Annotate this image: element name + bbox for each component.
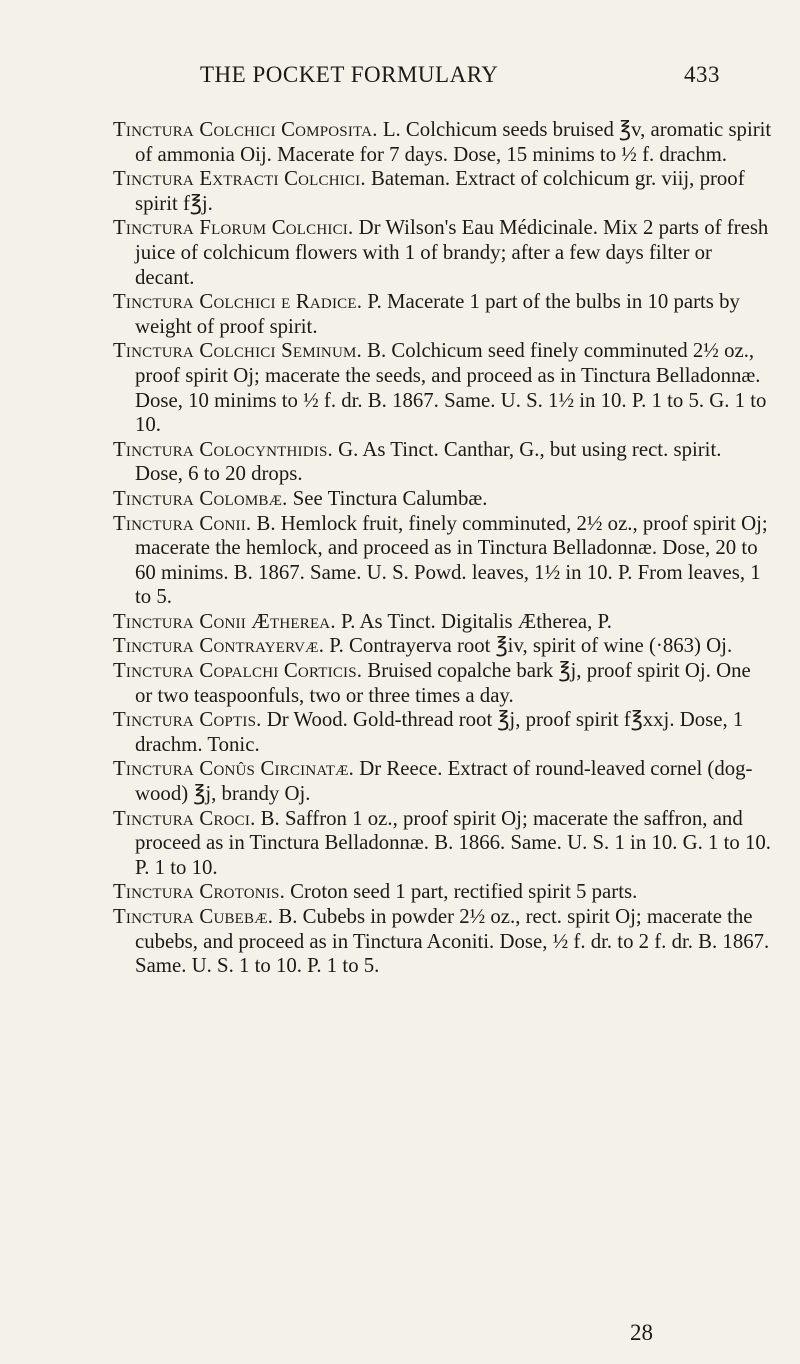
entry-text: G. As Tinct. Canthar, G., but using rect. spirit. Dose, 6 to 20 drops. — [135, 437, 722, 486]
entry-text: B. Colchicum seed finely comminuted 2½ oz., proof spirit Oj; macerate the seeds, and proceed as in Tinctura Belladonnæ. Dose, 10 minims to ½ f. dr. B. 1867. Same. U. S. 1½ in 10. P. 1 to 5. G. 1 to 10. — [135, 339, 767, 437]
entry — [113, 757, 773, 806]
entry-text: P. Contrayerva root ℥iv, spirit of wine (·863) Oj. — [324, 634, 733, 658]
entry — [113, 610, 773, 635]
entry — [113, 634, 773, 659]
entry-heading: Tinctura Conii Ætherea. — [113, 609, 336, 633]
entry-text: Dr Wood. Gold-thread root ℥j, proof spirit f℥xxj. Dose, 1 drachm. Tonic. — [135, 708, 744, 756]
entry-heading: Tinctura Conûs Circinatæ. — [113, 757, 355, 781]
entry — [113, 807, 773, 881]
entry — [113, 339, 773, 437]
entry — [113, 487, 773, 512]
running-title: THE POCKET FORMULARY — [200, 62, 499, 87]
entry-heading: Tinctura Florum Colchici. — [113, 216, 354, 240]
signature-mark: 28 — [630, 1320, 653, 1345]
formulary-entries — [113, 118, 773, 979]
entry — [113, 118, 773, 167]
entry-text: P. Macerate 1 part of the bulbs in 10 parts by weight of proof spirit. — [135, 290, 740, 338]
entry-heading: Tinctura Extracti Colchici. — [113, 167, 366, 191]
entry — [113, 216, 773, 290]
entry-heading: Tinctura Colchici Composita. — [113, 118, 378, 141]
entry — [113, 167, 773, 216]
entry-text: Dr Reece. Extract of round-leaved cornel (dog-wood) ℥j, brandy Oj. — [135, 757, 753, 806]
entry-heading: Tinctura Croci. — [113, 806, 256, 830]
entry-text: B. Saffron 1 oz., proof spirit Oj; macerate the saffron, and proceed as in Tinctura Belladonnæ. B. 1866. Same. U. S. 1 in 10. G. 1 to 10. P. 1 to 10. — [135, 806, 772, 879]
entry — [113, 438, 773, 487]
entry-text: Bruised copalche bark ℥j, proof spirit Oj. One or two teaspoonfuls, two or three times a day. — [135, 659, 751, 707]
entry-heading: Tinctura Copalchi Corticis. — [113, 659, 363, 683]
entry-heading: Tinctura Colombæ. — [113, 486, 288, 510]
entry — [113, 659, 773, 708]
entry-heading: Tinctura Colocynthidis. — [113, 437, 333, 461]
entry-heading: Tinctura Contrayervæ. — [113, 634, 325, 658]
entry-heading: Tinctura Colchici e Radice. — [113, 290, 363, 314]
entry-text: Bateman. Extract of colchicum gr. viij, proof spirit f℥j. — [135, 167, 745, 215]
entry-text: B. Hemlock fruit, finely comminuted, 2½ oz., proof spirit Oj; macerate the hemlock, and proceed as in Tinctura Belladonnæ. Dose, 20 to 60 minims. B. 1867. Same. U. S. Powd. leaves, 1½ in 10. P. From leaves, 1 to 5. — [135, 511, 768, 609]
entry — [113, 290, 773, 339]
entry-heading: Tinctura Coptis. — [113, 708, 262, 732]
entry — [113, 880, 773, 905]
entry-text: B. Cubebs in powder 2½ oz., rect. spirit Oj; macerate the cubebs, and proceed as in Tinctura Aconiti. Dose, ½ f. dr. to 2 f. dr. B. 1867. Same. U. S. 1 to 10. P. 1 to 5. — [135, 905, 770, 978]
entry-text: See Tinctura Calumbæ. — [287, 486, 488, 510]
entry-heading: Tinctura Conii. — [113, 511, 252, 535]
entry-text: L. Colchicum seeds bruised ℥v, aromatic spirit of ammonia Oij. Macerate for 7 days. Dose, 15 minims to ½ f. drachm. — [135, 118, 772, 166]
entry-text: P. As Tinct. Digitalis Ætherea, P. — [335, 609, 612, 633]
entry-heading: Tinctura Cubebæ. — [113, 905, 274, 928]
entry-heading: Tinctura Crotonis. — [113, 880, 285, 904]
entry — [113, 512, 773, 610]
entry-text: Dr Wilson's Eau Médicinale. Mix 2 parts of fresh juice of colchicum flowers with 1 of brandy; after a few days filter or decant. — [135, 216, 769, 289]
page-number: 433 — [684, 62, 720, 87]
entry-heading: Tinctura Colchici Seminum. — [113, 339, 362, 363]
entry-text: Croton seed 1 part, rectified spirit 5 parts. — [284, 880, 638, 904]
entry — [113, 905, 773, 979]
entry — [113, 708, 773, 757]
